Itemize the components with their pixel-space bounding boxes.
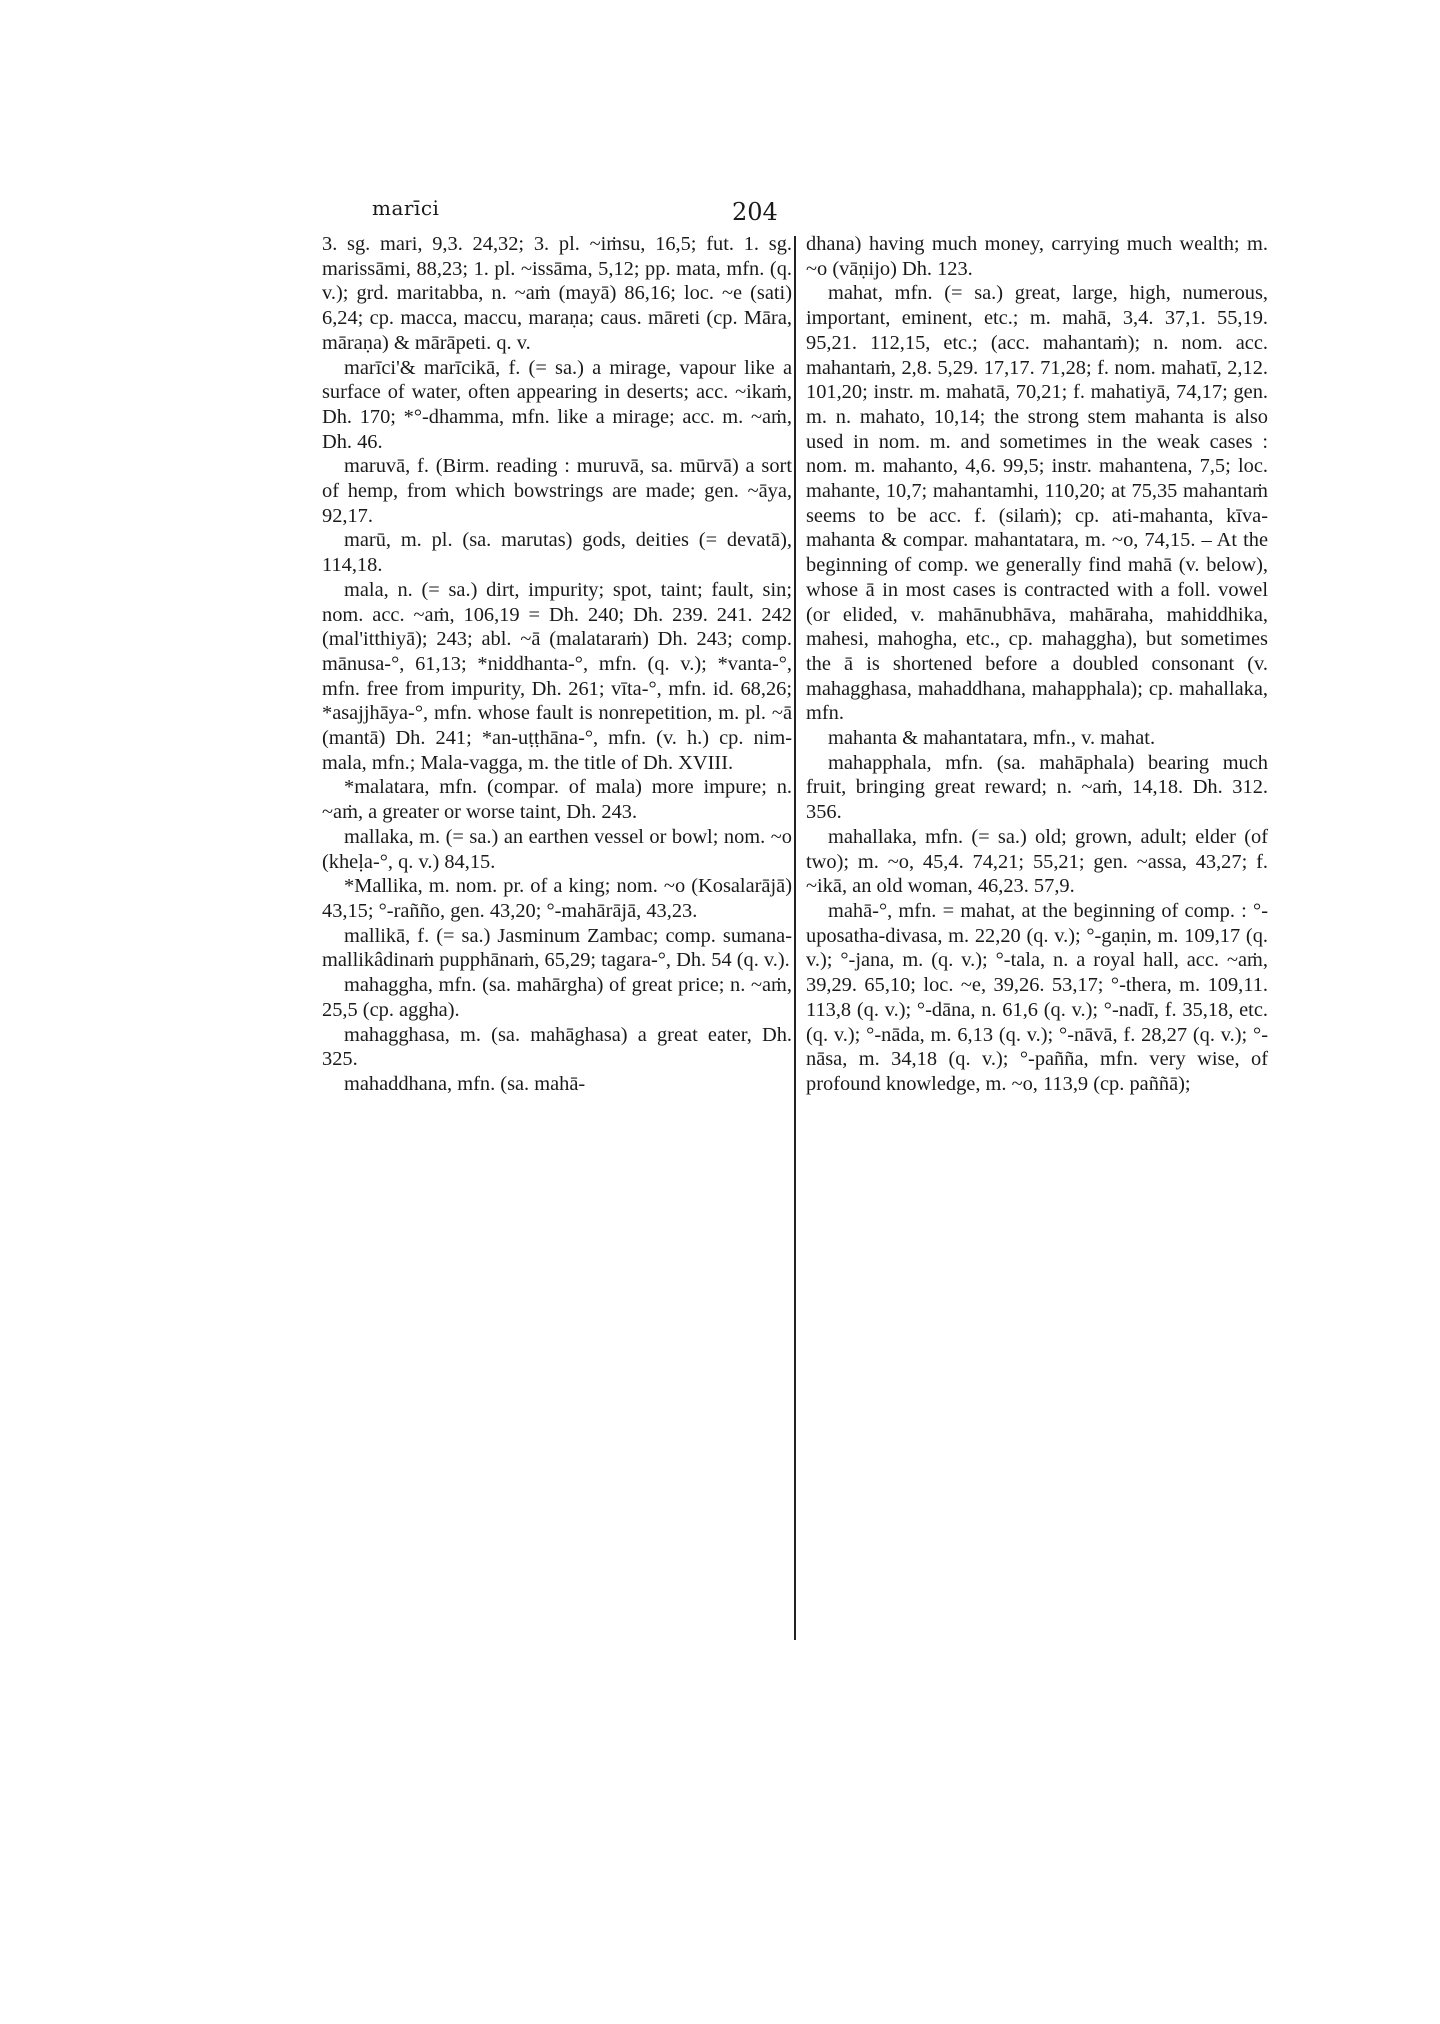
right-column	[806, 232, 1268, 1097]
dictionary-entry: mallikā, f. (= sa.) Jasminum Zambac; comp. sumana-mallikâdinaṁ pupphānaṁ, 65,29; tagara-°, Dh. 54 (q. v.).	[322, 924, 792, 972]
dictionary-entry: mahā-°, mfn. = mahat, at the beginning of comp. : °-uposatha-divasa, m. 22,20 (q. v.); °-gaṇin, m. 109,17 (q. v.); °-jana, m. (q. v.); °-tala, n. a royal hall, acc. ~aṁ, 39,29. 65,10; loc. ~e, 39,26. 53,17; °-thera, m. 109,11. 113,8 (q. v.); °-dāna, n. 61,6 (q. v.); °-nadī, f. 35,18, etc. (q. v.); °-nāda, m. 6,13 (q. v.); °-nāvā, f. 28,27 (q. v.); °-nāsa, m. 34,18 (q. v.); °-pañña, mfn. very wise, of profound knowledge, m. ~o, 113,9 (cp. paññā);	[806, 899, 1268, 1095]
column-divider	[794, 236, 796, 1640]
dictionary-entry: marū, m. pl. (sa. marutas) gods, deities (= devatā), 114,18.	[322, 529, 792, 577]
dictionary-entry: mahallaka, mfn. (= sa.) old; grown, adult; elder (of two); m. ~o, 45,4. 74,21; 55,21; gen. ~assa, 43,27; f. ~ikā, an old woman, 46,23. 57,9.	[806, 825, 1268, 898]
dictionary-entry: mahaddhana, mfn. (sa. mahā-	[344, 1072, 586, 1095]
dictionary-entry: mallaka, m. (= sa.) an earthen vessel or bowl; nom. ~o (kheḷa-°, q. v.) 84,15.	[322, 825, 792, 873]
dictionary-entry: mahaggha, mfn. (sa. mahārgha) of great price; n. ~aṁ, 25,5 (cp. aggha).	[322, 974, 792, 1021]
dictionary-entry: 3. sg. mari, 9,3. 24,32; 3. pl. ~iṁsu, 16,5; fut. 1. sg. marissāmi, 88,23; 1. pl. ~issāma, 5,12; pp. mata, mfn. (q. v.); grd. maritabba, n. ~aṁ (mayā) 86,16; loc. ~e (sati) 6,24; cp. macca, maccu, maraṇa; caus. māreti (cp. Māra, māraṇa) & mārāpeti. q. v.	[322, 233, 792, 354]
running-head: marīci	[372, 196, 440, 220]
dictionary-entry: mahat, mfn. (= sa.) great, large, high, numerous, important, eminent, etc.; m. mahā, 3,4. 37,1. 55,19. 95,21. 112,15, etc.; (acc. mahantaṁ); n. nom. acc. mahantaṁ, 2,8. 5,29. 17,17. 71,28; f. nom. mahatī, 2,12. 101,20; instr. m. mahatā, 70,21; f. mahatiyā, 74,17; gen. m. n. mahato, 10,14; the strong stem mahanta is also used in nom. m. and sometimes in the weak cases : nom. m. mahanto, 4,6. 99,5; instr. mahantena, 7,5; loc. mahante, 10,7; mahantamhi, 110,20; at 75,35 mahantaṁ seems to be acc. f. (silaṁ); cp. ati-mahanta, kīva-mahanta & compar. mahantatara, m. ~o, 74,15. – At the beginning of comp. we generally find mahā (v. below), whose ā in most cases is contracted with a foll. vowel (or elided, v. mahānubhāva, mahāraha, mahiddhika, mahesi, mahogha, etc., cp. mahaggha), but sometimes the ā is shortened before a doubled consonant (v. mahagghasa, mahaddhana, mahapphala); cp. mahallaka, mfn.	[806, 282, 1268, 725]
dictionary-entry: dhana) having much money, carrying much wealth; m. ~o (vāṇijo) Dh. 123.	[806, 233, 1268, 280]
dictionary-entry: *malatara, mfn. (compar. of mala) more impure; n. ~aṁ, a greater or worse taint, Dh. 243.	[322, 776, 792, 824]
dictionary-entry: mala, n. (= sa.) dirt, impurity; spot, taint; fault, sin; nom. acc. ~aṁ, 106,19 = Dh. 240; Dh. 239. 241. 242 (mal'itthiyā); 243; abl. ~ā (malataraṁ) Dh. 243; comp. mānusa-°, 61,13; *niddhanta-°, mfn. (q. v.); *vanta-°, mfn. free from impurity, Dh. 261; vīta-°, mfn. id. 68,26; *asajjhāya-°, mfn. whose fault is nonrepetition, m. pl. ~ā (mantā) Dh. 241; *an-uṭṭhāna-°, mfn. (v. h.) cp. nim-mala, mfn.; Mala-vagga, m. the title of Dh. XVIII.	[322, 578, 792, 774]
dictionary-entry: mahagghasa, m. (sa. mahāghasa) a great eater, Dh. 325.	[322, 1023, 792, 1071]
dictionary-entry: mahapphala, mfn. (sa. mahāphala) bearing much fruit, bringing great reward; n. ~aṁ, 14,18. Dh. 312. 356.	[806, 751, 1268, 824]
dictionary-entry: maruvā, f. (Birm. reading : muruvā, sa. mūrvā) a sort of hemp, from which bowstrings are made; gen. ~āya, 92,17.	[322, 455, 792, 527]
page-number: 204	[732, 198, 778, 226]
dictionary-entry: marīci'& marīcikā, f. (= sa.) a mirage, vapour like a surface of water, often appearing in deserts; acc. ~ikaṁ, Dh. 170; *°-dhamma, mfn. like a mirage; acc. m. ~aṁ, Dh. 46.	[322, 356, 792, 453]
dictionary-entry: *Mallika, m. nom. pr. of a king; nom. ~o (Kosalarājā) 43,15; °-rañño, gen. 43,20; °-mahārājā, 43,23.	[322, 875, 792, 922]
dictionary-entry: mahanta & mahantatara, mfn., v. mahat.	[828, 727, 1156, 750]
left-column	[322, 232, 792, 1097]
